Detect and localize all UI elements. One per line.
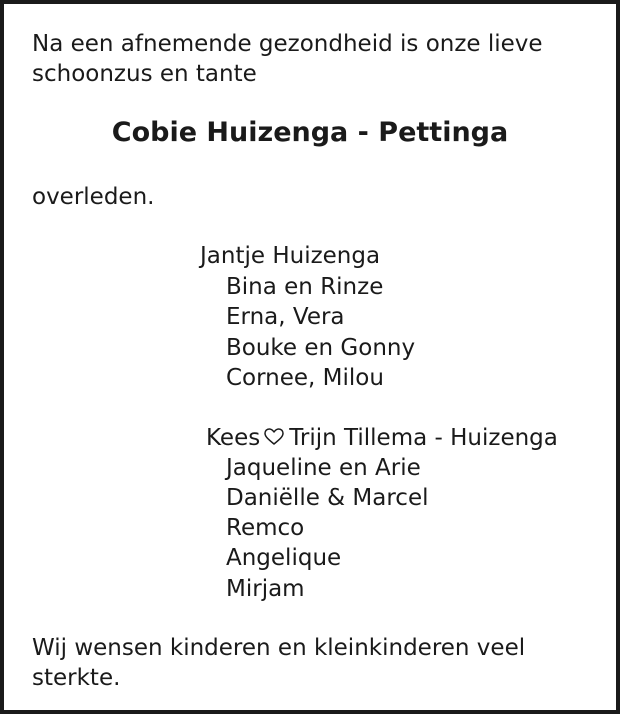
group1-member: Bouke en Gonny: [226, 335, 416, 361]
group1-member: Cornee, Milou: [226, 365, 384, 391]
group2-member: Remco: [226, 515, 305, 541]
group2-member: Jaqueline en Arie: [226, 455, 421, 481]
group1-head: Jantje Huizenga: [200, 243, 381, 269]
heart-outline-icon: [264, 428, 284, 445]
closing-line-1: Wij wensen kinderen en kleinkinderen veel: [32, 635, 526, 661]
group2-member: Angelique: [226, 545, 342, 571]
intro-line-2: schoonzus en tante: [32, 61, 257, 87]
deceased-name: Cobie Huizenga - Pettinga: [111, 117, 509, 148]
group2-head-second: Trijn Tillema - Huizenga: [289, 425, 558, 451]
group2-head-first: Kees: [206, 425, 261, 451]
group1-member: Bina en Rinze: [226, 274, 384, 300]
closing-line-2: sterkte.: [32, 665, 121, 691]
deceased-word: overleden.: [32, 184, 155, 210]
group2-member: Mirjam: [226, 576, 305, 602]
group2-member: Daniëlle & Marcel: [226, 485, 429, 511]
intro-line-1: Na een afnemende gezondheid is onze lieve: [32, 31, 543, 57]
group2-head: [206, 423, 558, 453]
group1-member: Erna, Vera: [226, 304, 345, 330]
